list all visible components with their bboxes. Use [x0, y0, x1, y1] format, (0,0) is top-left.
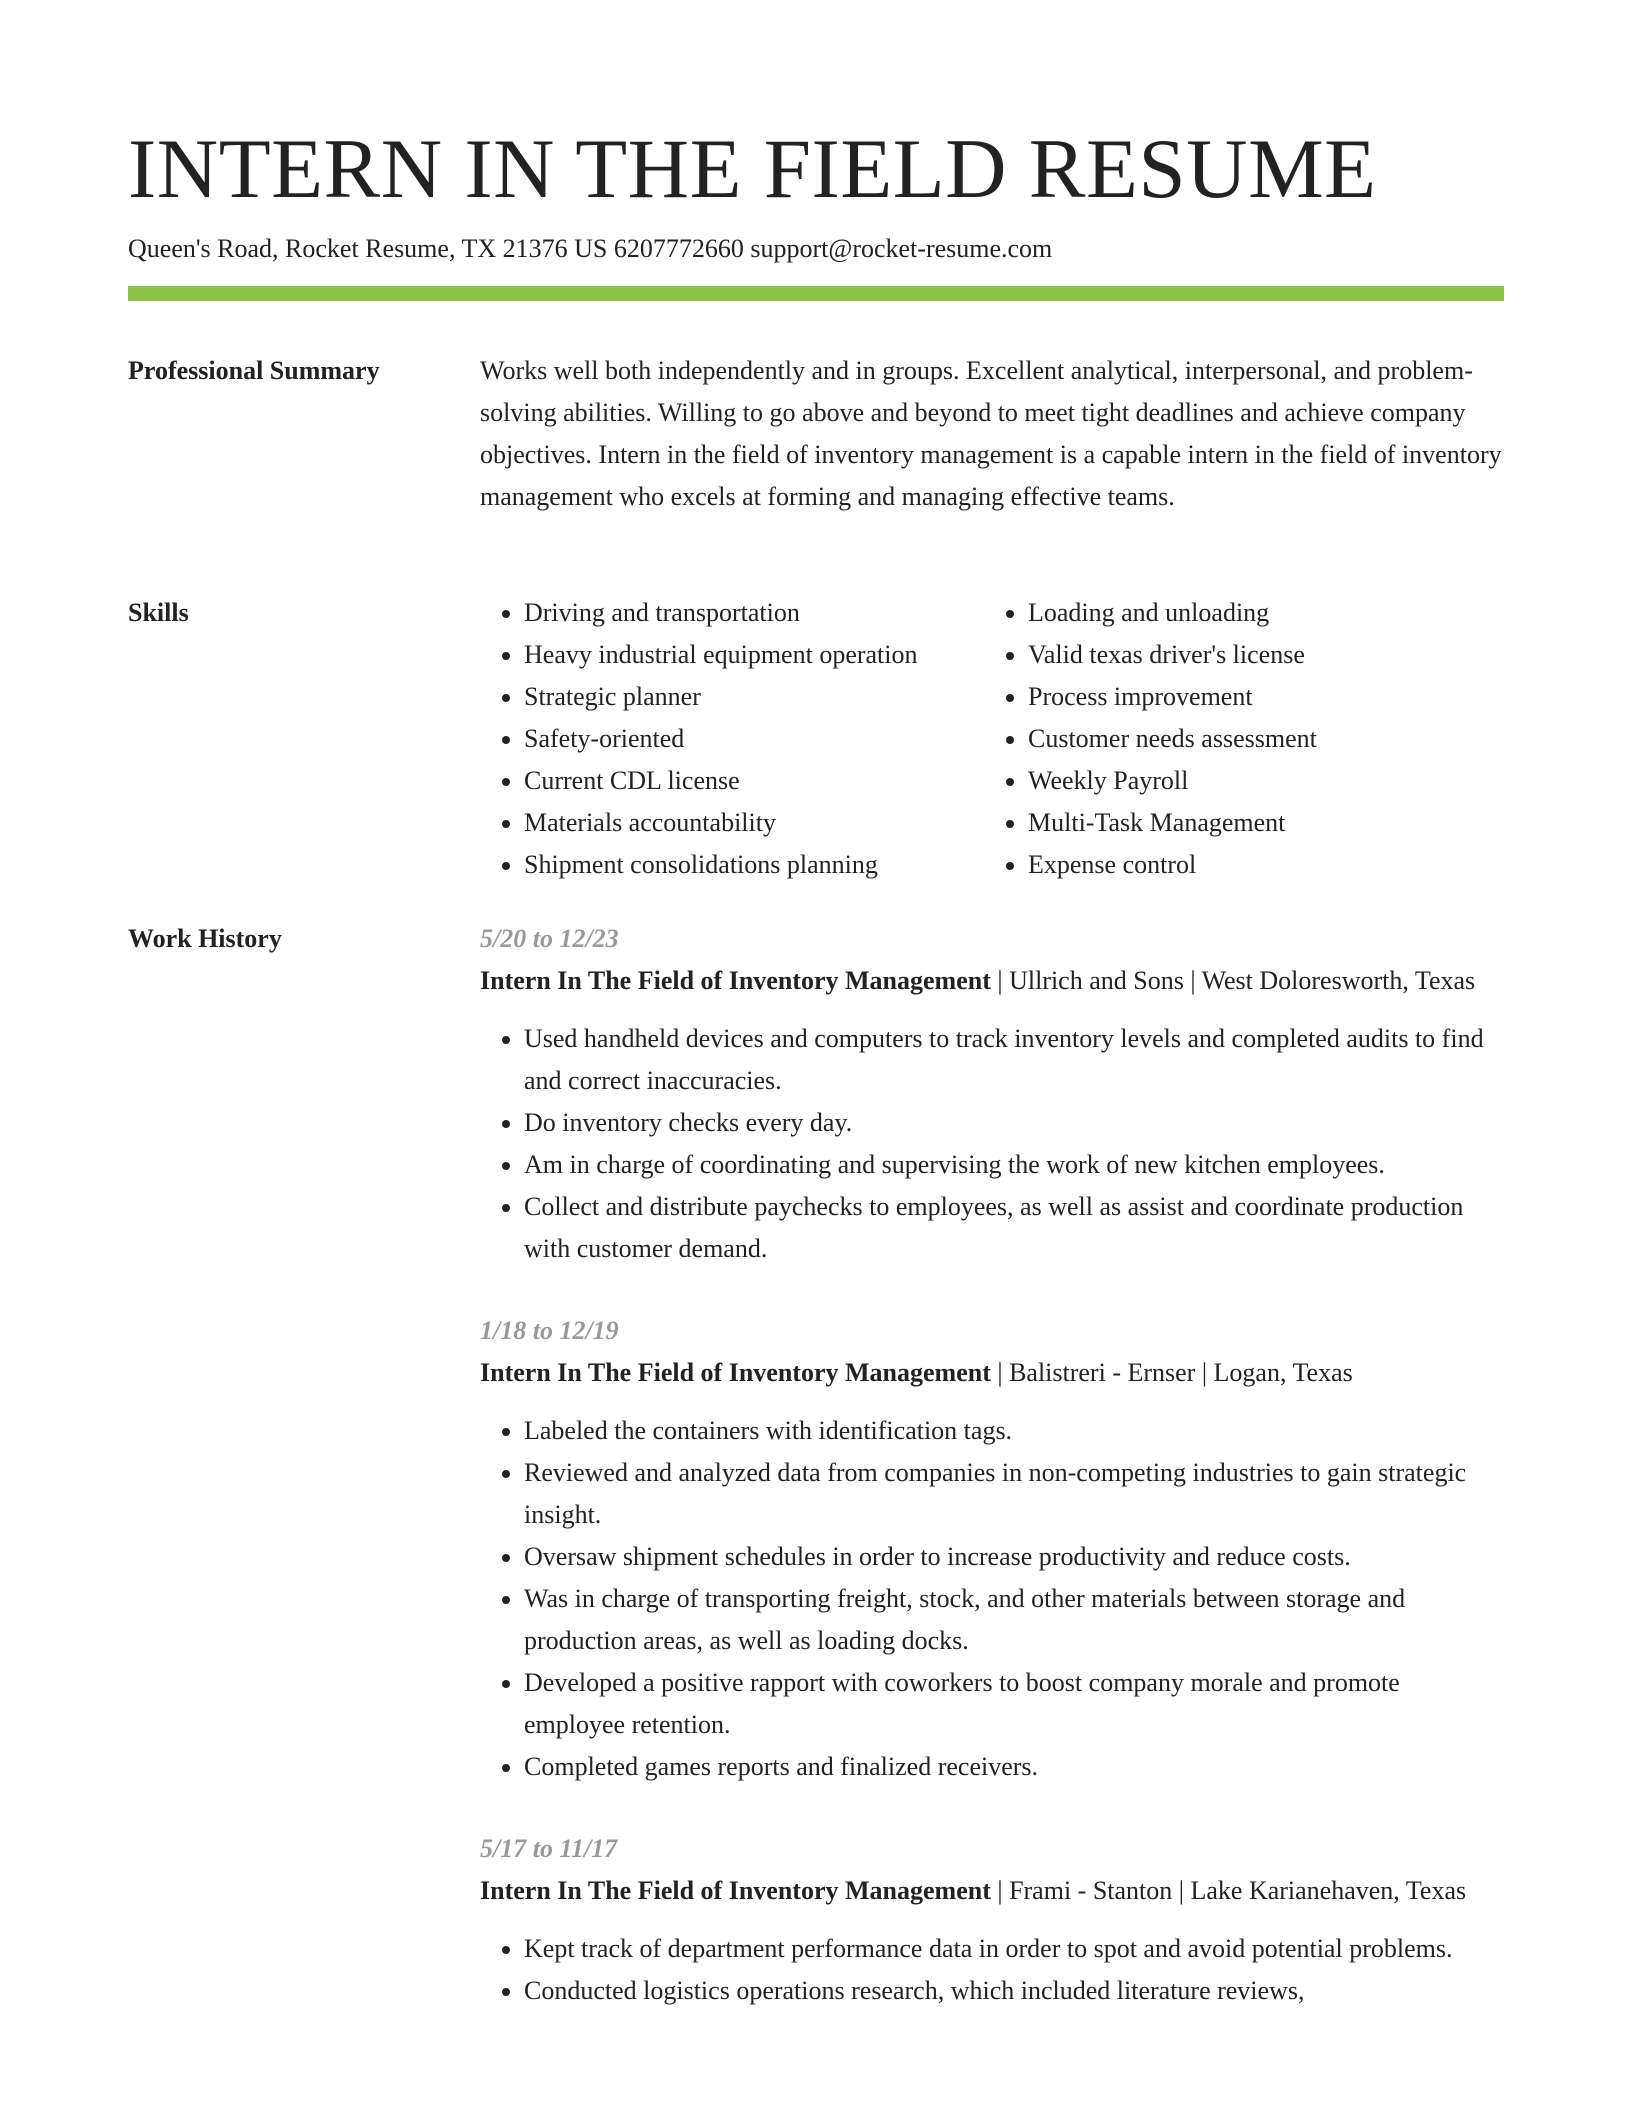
job-entry — [480, 1310, 1504, 1788]
job-employer-location: | Frami - Stanton | Lake Karianehaven, Texas — [990, 1876, 1467, 1905]
skill-item: • Strategic planner — [524, 676, 984, 718]
job-role: Intern In The Field of Inventory Management — [480, 1876, 991, 1905]
skill-item: • Valid texas driver's license — [1028, 634, 1498, 676]
skill-item: • Process improvement — [1028, 676, 1498, 718]
skill-item: • Loading and unloading — [1028, 592, 1498, 634]
job-bullet: • Labeled the containers with identification tags. — [524, 1410, 1504, 1452]
job-bullet: • Completed games reports and finalized receivers. — [524, 1746, 1504, 1788]
skills-list-left — [480, 592, 984, 886]
skill-item: • Materials accountability — [524, 802, 984, 844]
skill-item: • Multi-Task Management — [1028, 802, 1498, 844]
skills-list-right — [984, 592, 1498, 886]
job-title-line — [480, 1352, 1504, 1394]
skill-item: • Driving and transportation — [524, 592, 984, 634]
job-bullet: • Collect and distribute paychecks to employees, as well as assist and coordinate production with customer demand. — [524, 1186, 1504, 1270]
job-bullet-list — [480, 1018, 1504, 1270]
job-employer-location: | Ullrich and Sons | West Doloresworth, Texas — [990, 966, 1476, 995]
job-bullet: • Was in charge of transporting freight, stock, and other materials between storage and production areas, as well as loading docks. — [524, 1578, 1504, 1662]
job-entry — [480, 1828, 1504, 2012]
job-dates: 1/18 to 12/19 — [480, 1316, 619, 1345]
job-bullet: • Developed a positive rapport with coworkers to boost company morale and promote employee retention. — [524, 1662, 1504, 1746]
summary-text: Works well both independently and in groups. Excellent analytical, interpersonal, and problem-solving abilities. Willing to go above and beyond to meet tight deadlines and achieve company objectives. Intern in the field of inventory management is a capable intern in the field of inventory management who excels at forming and managing effective teams. — [480, 356, 1502, 511]
skills-heading: Skills — [128, 598, 189, 627]
job-bullet-list — [480, 1410, 1504, 1788]
skill-item: • Shipment consolidations planning — [524, 844, 984, 886]
accent-divider — [128, 286, 1504, 301]
skill-item: • Customer needs assessment — [1028, 718, 1498, 760]
job-role: Intern In The Field of Inventory Management — [480, 1358, 991, 1387]
skill-item: • Expense control — [1028, 844, 1498, 886]
job-bullet: • Do inventory checks every day. — [524, 1102, 1504, 1144]
job-dates: 5/20 to 12/23 — [480, 924, 619, 953]
resume-title: INTERN IN THE FIELD RESUME — [128, 122, 1377, 216]
job-title-line — [480, 960, 1504, 1002]
job-dates: 5/17 to 11/17 — [480, 1834, 618, 1863]
job-bullet: • Used handheld devices and computers to track inventory levels and completed audits to find and correct inaccuracies. — [524, 1018, 1504, 1102]
contact-line: Queen's Road, Rocket Resume, TX 21376 US 6207772660 support@rocket-resume.com — [128, 234, 1053, 263]
job-bullet: • Oversaw shipment schedules in order to increase productivity and reduce costs. — [524, 1536, 1504, 1578]
job-employer-location: | Balistreri - Ernser | Logan, Texas — [990, 1358, 1353, 1387]
skill-item: • Safety-oriented — [524, 718, 984, 760]
skill-item: • Weekly Payroll — [1028, 760, 1498, 802]
work-history-list — [480, 918, 1504, 2052]
summary-heading: Professional Summary — [128, 356, 380, 385]
job-bullet-list — [480, 1928, 1504, 2012]
job-title-line — [480, 1870, 1504, 1912]
job-bullet: • Am in charge of coordinating and supervising the work of new kitchen employees. — [524, 1144, 1504, 1186]
skill-item: • Heavy industrial equipment operation — [524, 634, 984, 676]
job-bullet: • Conducted logistics operations research, which included literature reviews, — [524, 1970, 1504, 2012]
work-history-heading: Work History — [128, 924, 282, 953]
job-bullet: • Kept track of department performance data in order to spot and avoid potential problems. — [524, 1928, 1504, 1970]
skills-columns — [480, 592, 1504, 886]
job-role: Intern In The Field of Inventory Management — [480, 966, 991, 995]
skill-item: • Current CDL license — [524, 760, 984, 802]
job-bullet: • Reviewed and analyzed data from companies in non-competing industries to gain strategic insight. — [524, 1452, 1504, 1536]
job-entry — [480, 918, 1504, 1270]
